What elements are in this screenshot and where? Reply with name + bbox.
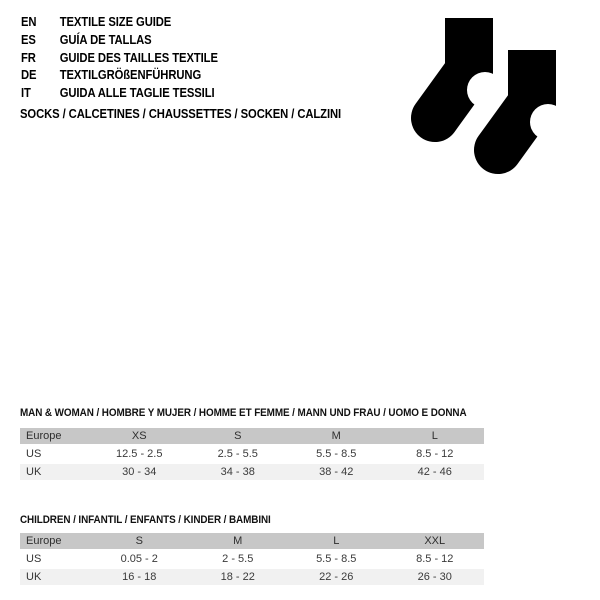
man-woman-size-table bbox=[20, 426, 484, 482]
table-row-uk bbox=[20, 569, 484, 585]
size-cell: 34 - 38 bbox=[189, 464, 288, 480]
header-cell-size: L bbox=[386, 428, 485, 444]
size-cell: 18 - 22 bbox=[189, 569, 288, 585]
size-cell: 30 - 34 bbox=[90, 464, 189, 480]
table-row-us bbox=[20, 551, 484, 567]
header-cell-size: XS bbox=[90, 428, 189, 444]
table-header-row bbox=[20, 428, 484, 444]
language-guide-title: GUIDE DES TAILLES TEXTILE bbox=[59, 50, 218, 65]
language-guide-title: GUÍA DE TALLAS bbox=[59, 32, 152, 47]
header-cell-size: S bbox=[90, 533, 189, 549]
size-cell: 5.5 - 8.5 bbox=[316, 448, 357, 460]
size-cell: 26 - 30 bbox=[386, 569, 485, 585]
language-code: FR bbox=[21, 50, 36, 65]
row-label: UK bbox=[20, 569, 90, 585]
table-row-us bbox=[20, 446, 484, 462]
category-line-text: SOCKS / CALCETINES / CHAUSSETTES / SOCKEN / CALZINI bbox=[20, 107, 342, 121]
size-cell: 8.5 - 12 bbox=[416, 553, 454, 565]
size-cell: 8.5 - 12 bbox=[416, 448, 454, 460]
header-cell-size: XXL bbox=[386, 533, 485, 549]
row-label: UK bbox=[20, 464, 90, 480]
language-code: EN bbox=[21, 15, 37, 29]
language-row-it bbox=[21, 85, 218, 103]
size-cell: 16 - 18 bbox=[90, 569, 189, 585]
header-cell-size: M bbox=[189, 533, 288, 549]
size-cell: 42 - 46 bbox=[386, 464, 485, 480]
language-guide-title: TEXTILE SIZE GUIDE bbox=[59, 15, 172, 29]
language-guide-title: GUIDA ALLE TAGLIE TESSILI bbox=[59, 86, 215, 100]
category-line bbox=[20, 107, 377, 121]
header-cell-size: M bbox=[287, 428, 386, 444]
language-row-en bbox=[21, 14, 218, 32]
row-label: US bbox=[26, 448, 42, 460]
header-cell-region: Europe bbox=[20, 428, 90, 444]
language-row-fr bbox=[21, 50, 218, 68]
language-list bbox=[21, 14, 240, 103]
size-cell: 2 - 5.5 bbox=[222, 553, 254, 565]
language-code: ES bbox=[21, 32, 36, 47]
row-label: US bbox=[26, 553, 42, 565]
language-row-es bbox=[21, 32, 218, 50]
children-section-title: CHILDREN / INFANTIL / ENFANTS / KINDER / BAMBINI bbox=[20, 514, 271, 526]
man-woman-section-title: MAN & WOMAN / HOMBRE Y MUJER / HOMME ET FEMME / MANN UND FRAU / UOMO E DONNA bbox=[20, 407, 467, 419]
size-cell: 5.5 - 8.5 bbox=[316, 553, 357, 565]
size-cell: 38 - 42 bbox=[287, 464, 386, 480]
table-row-uk bbox=[20, 464, 484, 480]
socks-icon bbox=[385, 12, 585, 182]
children-size-table bbox=[20, 531, 484, 587]
language-guide-title: TEXTILGRÖßENFÜHRUNG bbox=[59, 68, 202, 83]
language-code: IT bbox=[21, 86, 31, 100]
header-cell-size: L bbox=[287, 533, 386, 549]
table-header-row bbox=[20, 533, 484, 549]
size-cell: 12.5 - 2.5 bbox=[116, 448, 163, 460]
language-code: DE bbox=[21, 68, 37, 83]
size-cell: 2.5 - 5.5 bbox=[217, 448, 258, 460]
header-cell-region: Europe bbox=[20, 533, 90, 549]
size-cell: 22 - 26 bbox=[287, 569, 386, 585]
language-row-de bbox=[21, 67, 218, 85]
size-cell: 0.05 - 2 bbox=[120, 553, 158, 565]
header-cell-size: S bbox=[189, 428, 288, 444]
